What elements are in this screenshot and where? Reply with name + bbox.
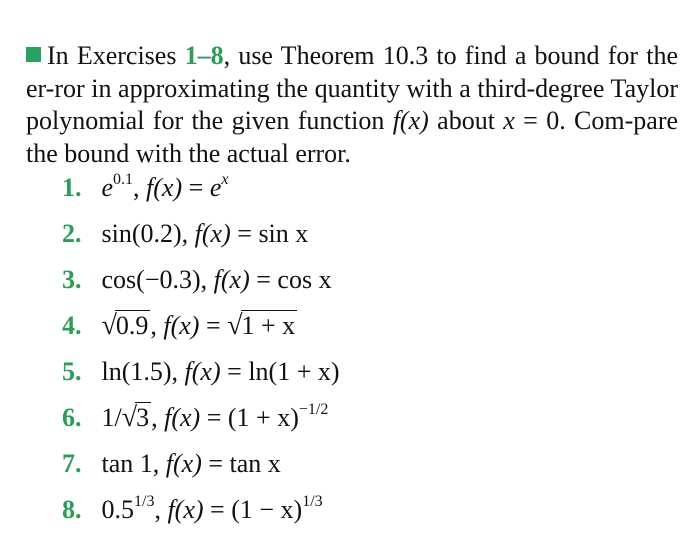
quantity: sin(0.2) — [101, 219, 182, 248]
exercise-number: 1. — [62, 173, 82, 202]
function-base: (1 + x) — [227, 403, 299, 432]
function-base: (1 − x) — [231, 495, 303, 524]
equals-sign: = — [200, 403, 228, 432]
exercise-number: 8. — [62, 495, 82, 524]
separator: , — [171, 357, 185, 386]
quantity-exponent: 0.1 — [113, 171, 134, 188]
exercise-1 — [62, 168, 340, 214]
separator: , — [151, 403, 165, 432]
exercise-6 — [62, 398, 340, 444]
function-exponent: x — [221, 171, 229, 188]
separator: , — [200, 265, 214, 294]
function-notation: f(x) — [164, 403, 201, 432]
function-definition: sin x — [258, 219, 309, 248]
radicand: 1 + x — [241, 311, 296, 340]
quantity: cos(−0.3) — [101, 265, 201, 294]
exercise-number: 4. — [62, 311, 82, 340]
section-marker-square — [26, 47, 41, 62]
exercise-5 — [62, 352, 340, 398]
function-definition: ln(1 + x) — [248, 357, 340, 386]
separator: , — [133, 173, 147, 202]
function-exponent: −1/2 — [298, 401, 329, 418]
radicand: 3 — [136, 403, 150, 432]
function-definition: tan x — [229, 449, 281, 478]
separator: , — [150, 311, 164, 340]
exercise-number: 3. — [62, 265, 82, 294]
function-notation: f(x) — [165, 449, 202, 478]
equals-sign: = — [220, 357, 249, 386]
intro-text: = 0. Com-pare the bound with the actual error. — [26, 106, 679, 168]
separator: , — [181, 219, 195, 248]
exercise-3 — [62, 260, 340, 306]
equals-sign: = — [230, 219, 259, 248]
equals-sign: = — [182, 173, 210, 202]
exercise-number: 7. — [62, 449, 82, 478]
square-root: √3 — [121, 402, 150, 433]
quantity-base: 0.5 — [101, 495, 134, 524]
exercise-number: 2. — [62, 219, 82, 248]
intro-text: , use Theorem 10.3 to find a bound for the er-ror in approximating the quantity with a third-degree Taylor polynomial for the given function — [26, 41, 678, 135]
exercise-number: 6. — [62, 403, 82, 432]
function-notation: f(x) — [194, 219, 231, 248]
function-notation: f(x) — [167, 495, 204, 524]
function-definition: cos x — [277, 265, 332, 294]
function-notation: f(x) — [392, 106, 429, 135]
exercise-number: 5. — [62, 357, 82, 386]
square-root: √0.9 — [101, 310, 149, 341]
exercise-8 — [62, 490, 340, 536]
intro-text: about — [428, 106, 504, 135]
quantity-prefix: 1/ — [101, 403, 122, 432]
equals-sign: = — [201, 449, 230, 478]
separator: , — [152, 449, 166, 478]
separator: , — [154, 495, 168, 524]
quantity-base: e — [101, 173, 114, 202]
function-notation: f(x) — [184, 357, 221, 386]
function-notation: f(x) — [146, 173, 183, 202]
exercise-range: 1–8 — [184, 41, 224, 70]
function-base: e — [209, 173, 222, 202]
exercise-7 — [62, 444, 340, 490]
function-notation: f(x) — [163, 311, 200, 340]
equals-sign: = — [203, 495, 232, 524]
exercise-list — [62, 168, 340, 536]
radicand: 0.9 — [115, 311, 149, 340]
equals-sign: = — [199, 311, 228, 340]
function-notation: f(x) — [213, 265, 250, 294]
exercise-instructions — [26, 40, 678, 170]
quantity-exponent: 1/3 — [134, 493, 155, 510]
equals-sign: = — [249, 265, 278, 294]
intro-text: In Exercises — [47, 41, 185, 70]
quantity: tan 1 — [101, 449, 153, 478]
exercise-4 — [62, 306, 340, 352]
quantity: ln(1.5) — [101, 357, 172, 386]
variable-x: x — [503, 106, 515, 135]
function-exponent: 1/3 — [302, 493, 323, 510]
square-root: √1 + x — [227, 310, 296, 341]
exercise-2 — [62, 214, 340, 260]
